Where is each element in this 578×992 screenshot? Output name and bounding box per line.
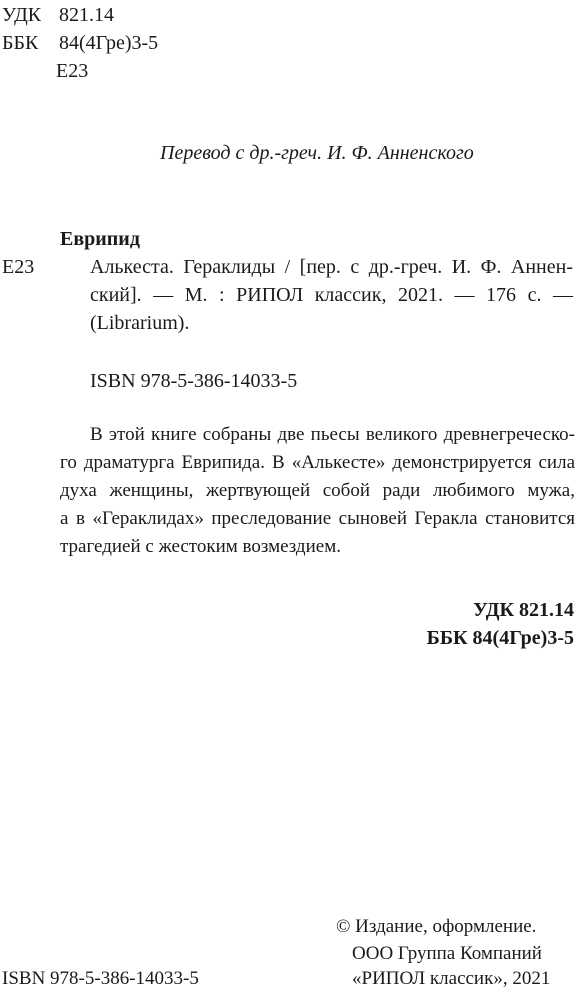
author-mark: Е23 [2,256,35,278]
copyright-line: © Издание, оформление. [336,916,537,937]
bbk-value: 84(4Гре)3-5 [59,32,159,54]
copyright-line: ООО Группа Компаний [352,943,542,964]
author-mark-top: Е23 [56,60,89,82]
udk-code-bottom: УДК 821.14 [473,599,574,621]
annotation-line: го драматурга Еврипида. В «Алькесте» демонстрируется сила [60,452,575,473]
annotation [60,421,575,561]
annotation-line: духа женщины, жертвующей собой ради любимого мужа, [60,480,575,501]
bbk-code-top [2,30,158,56]
copyright-line: «РИПОЛ классик», 2021 [352,968,551,989]
translation-note: Перевод с др.-греч. И. Ф. Анненского [160,142,474,164]
catalog-line: Алькеста. Гераклиды / [пер. с др.-греч. И. Ф. Аннен- [90,256,573,278]
isbn-main: ISBN 978-5-386-14033-5 [90,370,298,392]
annotation-line: В этой книге собраны две пьесы великого древнегреческо- [90,424,575,445]
annotation-line: а в «Гераклидах» преследование сыновей Геракла становится [60,508,575,529]
author-name: Еврипид [60,228,140,250]
bbk-label: ББК [2,32,39,54]
bbk-code-bottom: ББК 84(4Гре)3-5 [426,627,574,649]
catalog-line: ский]. — М. : РИПОЛ классик, 2021. — 176 с. — [90,284,573,306]
annotation-line: трагедией с жестоким возмездием. [60,536,341,557]
catalog-line: (Librarium). [90,312,190,334]
catalog-description [90,253,573,337]
udk-code-top [2,2,114,28]
udk-value: 821.14 [59,4,114,26]
udk-label: УДК [2,4,42,26]
isbn-footer: ISBN 978-5-386-14033-5 [2,968,199,989]
